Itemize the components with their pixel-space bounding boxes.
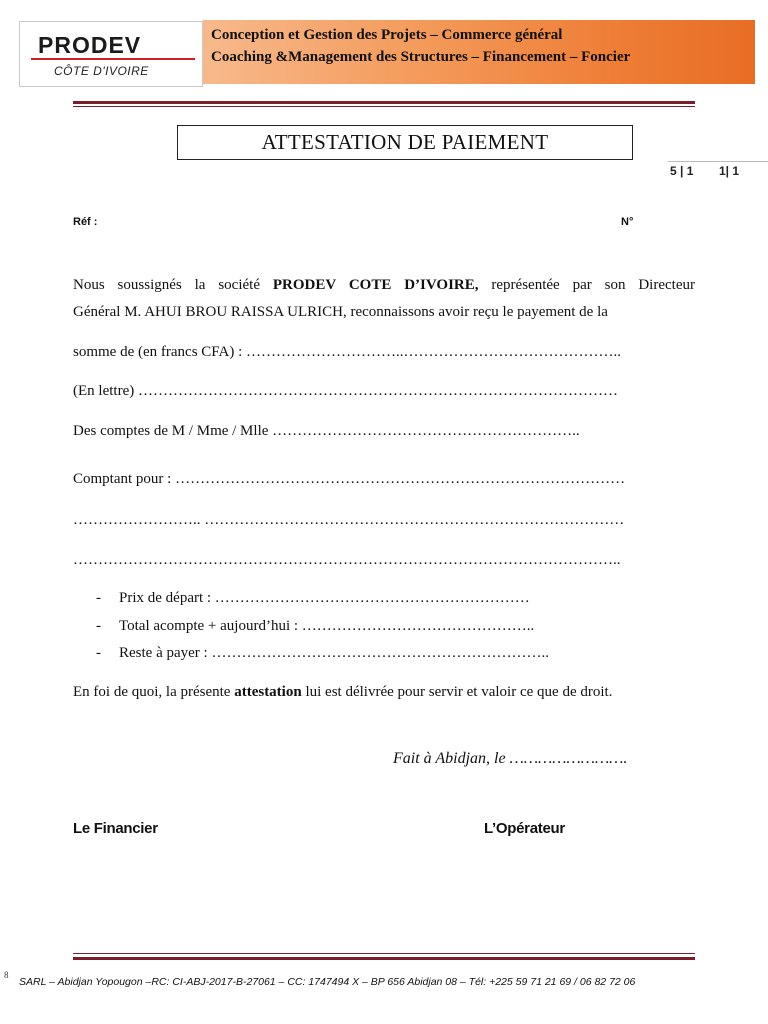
- closing-text-b: lui est délivrée pour servir et valoir ce que de droit.: [301, 684, 613, 700]
- footer-rule-thick: [73, 957, 695, 960]
- accounts-field: Des comptes de M / Mme / Mlle ……………………………………………………..: [73, 423, 580, 439]
- total-deposit-field: Total acompte + aujourd’hui : ………………………………………..: [119, 618, 535, 634]
- header-rule-thick: [73, 101, 695, 104]
- number-label: N°: [621, 216, 634, 228]
- starting-price-field: Prix de départ : ………………………………………………………: [119, 590, 530, 606]
- company-name: PRODEV COTE D’IVOIRE,: [272, 277, 479, 293]
- intro-text-b: représentée par son Directeur: [478, 277, 695, 293]
- intro-line-1: [73, 277, 695, 294]
- logo-red-line: [31, 58, 195, 60]
- payment-for-dots-1: …………………….. …………………………………………………………………………: [73, 512, 625, 528]
- brand-logo-text: PRODEV: [38, 32, 142, 58]
- header-services-line2: Coaching &Management des Structures – Financement – Foncier: [211, 49, 631, 65]
- ref-label: Réf :: [73, 216, 98, 228]
- brand-subtitle: CÔTE D'IVOIRE: [54, 64, 149, 78]
- footer-mark: 8: [4, 970, 9, 980]
- page-number-right: 1| 1: [719, 164, 740, 178]
- bullet-dash: -: [96, 618, 101, 634]
- amount-field: somme de (en francs CFA) : …………………………..……………………………………..: [73, 344, 622, 360]
- place-and-date: Fait à Abidjan, le …………………….: [393, 750, 628, 767]
- closing-statement: [73, 684, 695, 701]
- page-number-left: 5 | 1: [670, 164, 694, 178]
- bullet-dash: -: [96, 590, 101, 606]
- closing-bold-word: attestation: [234, 684, 302, 700]
- document-title: ATTESTATION DE PAIEMENT: [177, 125, 633, 160]
- signature-financier: Le Financier: [73, 820, 158, 837]
- intro-text-a: Nous soussignés la société: [73, 277, 273, 293]
- footer-rule-thin: [73, 953, 695, 954]
- amount-in-words-field: (En lettre) ……………………………………………………………………………………: [73, 383, 618, 399]
- remaining-balance-field: Reste à payer : …………………………………………………………..: [119, 645, 549, 661]
- payment-for-field: Comptant pour : ………………………………………………………………………………: [73, 471, 626, 487]
- closing-text-a: En foi de quoi, la présente: [73, 684, 235, 700]
- payment-for-dots-2: ………………………………………………………………………………………………..: [73, 552, 621, 568]
- footer-company-info: SARL – Abidjan Yopougon –RC: CI-ABJ-2017-B-27061 – CC: 1747494 X – BP 656 Abidjan 08 – Tél: +225 59 71 21 69 / 06 82 72 06: [19, 976, 636, 988]
- header-services-line1: Conception et Gestion des Projets – Commerce général: [211, 27, 563, 43]
- page-number-rule: [668, 161, 768, 162]
- signature-operator: L’Opérateur: [484, 820, 565, 837]
- header-rule-thin: [73, 106, 695, 107]
- bullet-dash: -: [96, 645, 101, 661]
- intro-line-2: Général M. AHUI BROU RAISSA ULRICH, reconnaissons avoir reçu le payement de la: [73, 304, 608, 320]
